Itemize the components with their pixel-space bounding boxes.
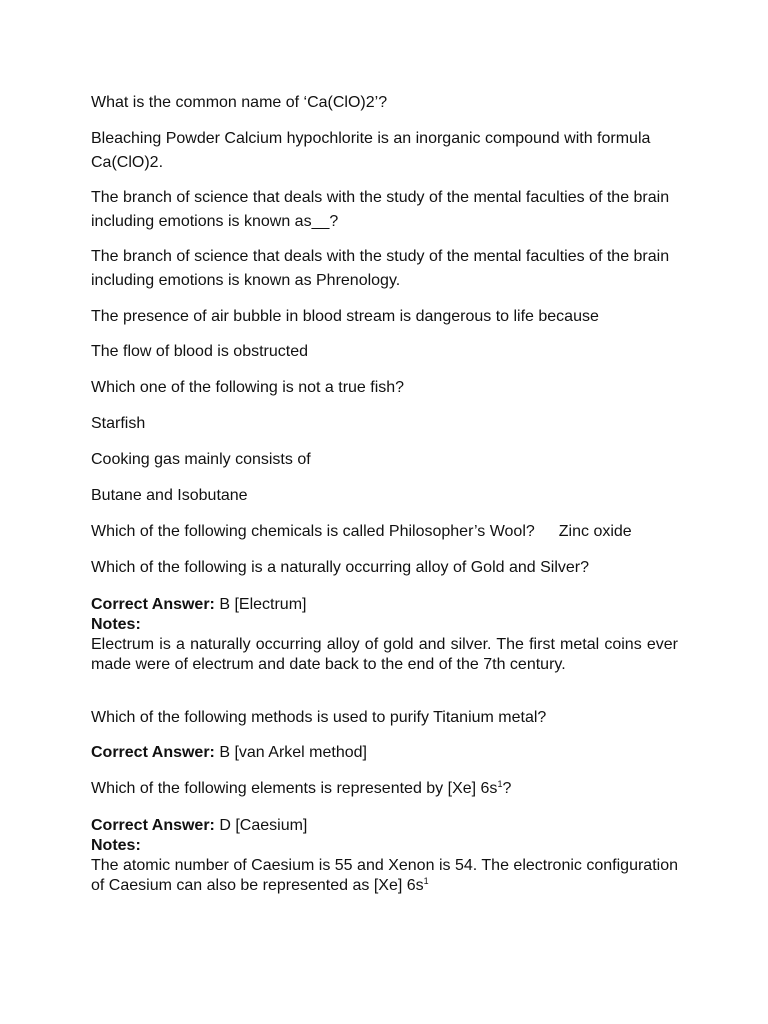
answer-4: Starfish <box>91 415 146 432</box>
answer-6: Zinc oxide <box>558 523 632 540</box>
question-9 <box>91 777 678 801</box>
question-6-text: Which of the following chemicals is called Philosopher’s Wool? <box>91 523 535 540</box>
answer-3: The flow of blood is obstructed <box>91 343 309 360</box>
question-7: Which of the following is a naturally occurring alloy of Gold and Silver? <box>91 559 590 576</box>
document-page <box>91 0 678 1024</box>
answer-2: The branch of science that deals with the study of the mental faculties of the brain including emotions is known as Phrenology. <box>91 248 670 289</box>
correct-answer-label: Correct Answer: <box>91 817 215 834</box>
superscript: 1 <box>497 779 503 789</box>
question-6 <box>91 520 678 544</box>
question-4: Which one of the following is not a true fish? <box>91 379 405 396</box>
correct-answer-label: Correct Answer: <box>91 596 215 613</box>
answer-1: Bleaching Powder Calcium hypochlorite is an inorganic compound with formula Ca(ClO)2. <box>91 130 651 171</box>
question-5: Cooking gas mainly consists of <box>91 451 311 468</box>
answer-7 <box>91 595 678 615</box>
notes-text <box>91 856 678 896</box>
notes-text: Electrum is a naturally occurring alloy of gold and silver. The first metal coins ever made were of electrum and date back to the end of the 7th century. <box>91 636 678 673</box>
answer-8 <box>91 741 678 765</box>
notes-label: Notes: <box>91 837 141 854</box>
notes-label: Notes: <box>91 616 141 633</box>
correct-answer-label: Correct Answer: <box>91 744 215 761</box>
question-3: The presence of air bubble in blood stream is dangerous to life because <box>91 308 599 325</box>
answer-5: Butane and Isobutane <box>91 487 248 504</box>
superscript: 1 <box>423 876 429 886</box>
question-2: The branch of science that deals with the study of the mental faculties of the brain including emotions is known as__? <box>91 189 670 230</box>
notes-9-text: The atomic number of Caesium is 55 and Xenon is 54. The electronic configuration of Caesium can also be represented as [Xe] 6s <box>91 857 678 894</box>
question-9-end: ? <box>502 780 512 797</box>
question-9-text: Which of the following elements is represented by [Xe] 6s <box>91 780 498 797</box>
correct-answer-value: B [van Arkel method] <box>219 744 367 761</box>
question-1: What is the common name of ‘Ca(ClO)2’? <box>91 94 388 111</box>
correct-answer-value: D [Caesium] <box>219 817 308 834</box>
answer-9 <box>91 816 678 836</box>
correct-answer-value: B [Electrum] <box>219 596 307 613</box>
question-8: Which of the following methods is used to purify Titanium metal? <box>91 709 547 726</box>
